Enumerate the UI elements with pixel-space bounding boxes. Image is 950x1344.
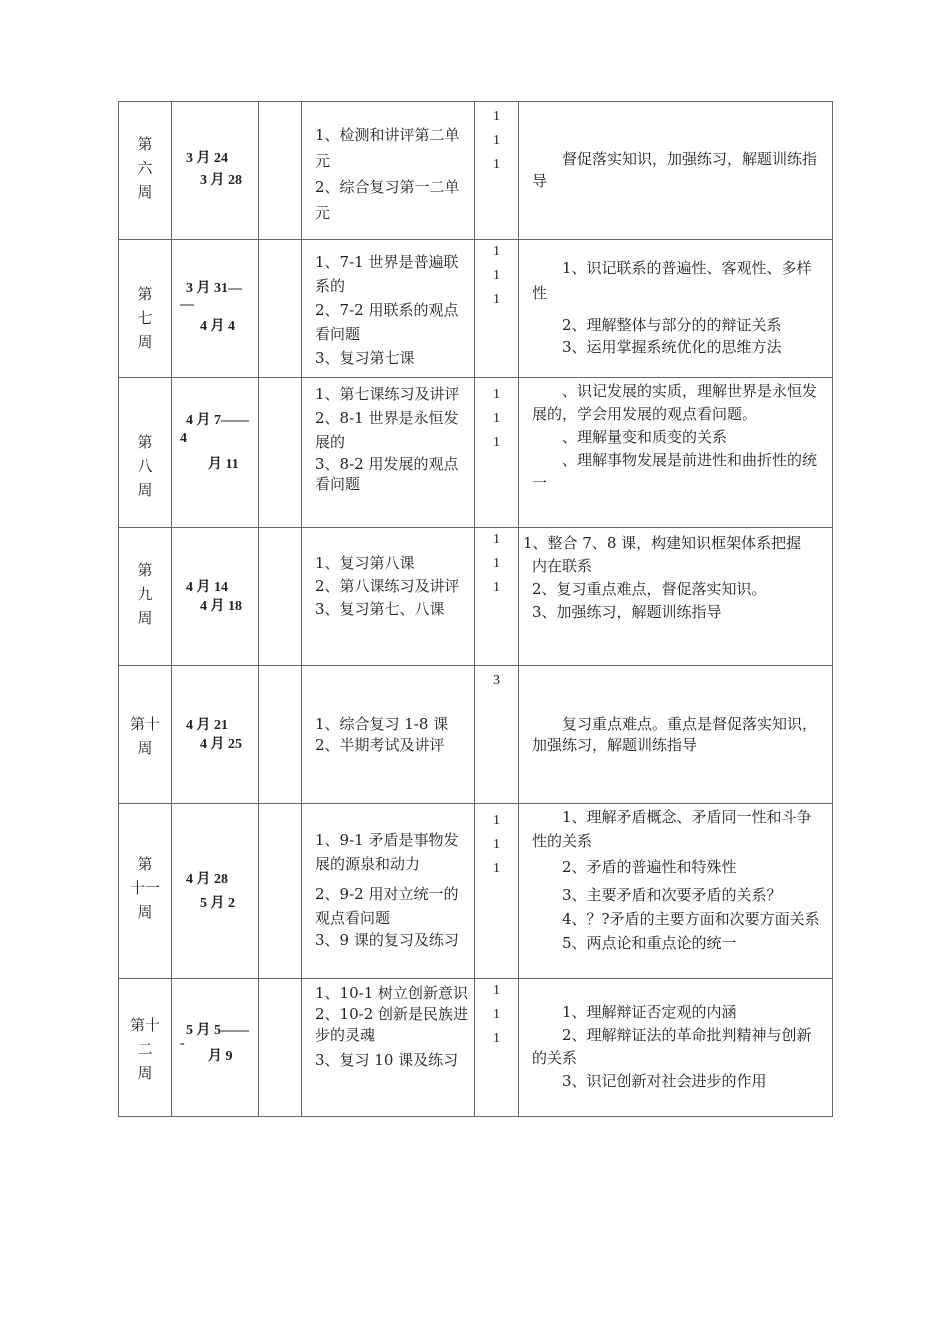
hours-cell (475, 666, 519, 804)
content-item: 2、10-2 创新是民族进步的灵魂 (315, 1005, 469, 1044)
week-label: 七 (137, 309, 153, 327)
table-row (119, 979, 833, 1117)
hours-cell (475, 102, 519, 240)
table-row (119, 804, 833, 979)
goal-item: 1、整合 7、8 课，构建知识框架体系把握 (523, 534, 802, 552)
week-label: 周 (137, 333, 153, 351)
table-row (119, 240, 833, 378)
week-cell (119, 804, 172, 979)
hours-cell (475, 979, 519, 1117)
content-cell (302, 528, 475, 666)
hours-value: 1 (493, 109, 500, 124)
date-cell (172, 378, 259, 528)
content-cell (302, 102, 475, 240)
goal-item: 3、识记创新对社会进步的作用 (562, 1072, 767, 1090)
goal-item: 督促落实知识，加强练习，解题训练指导 (532, 150, 818, 190)
hours-value: 1 (493, 157, 500, 172)
table-row (119, 666, 833, 804)
week-label: 第 (137, 855, 153, 873)
date-start: 3 月 31— (186, 281, 242, 296)
week-label: 第 (137, 561, 153, 579)
hours-value: 1 (493, 837, 500, 852)
hours-value: 1 (493, 813, 500, 828)
hours-value: 1 (493, 387, 500, 402)
content-cell (302, 979, 475, 1117)
goal-item: 1、识记联系的普遍性、客观性、多样性 (532, 259, 812, 302)
date-start: 3 月 24 (186, 151, 228, 166)
content-item: 1、7-1 世界是普遍联系的 (315, 253, 459, 295)
hours-value: 1 (493, 435, 500, 450)
blank-cell (259, 804, 302, 979)
week-label: 周 (137, 481, 153, 499)
goal-cell (519, 979, 833, 1117)
goal-item: 、理解量变和质变的关系 (562, 428, 728, 446)
date-cell (172, 979, 259, 1117)
hours-value: 1 (493, 1031, 500, 1046)
week-cell (119, 240, 172, 378)
teaching-plan-table (118, 101, 833, 1117)
date-end: 4 月 4 (200, 319, 235, 334)
hours-value: 1 (493, 133, 500, 148)
table-row (119, 378, 833, 528)
week-label: 第 (137, 433, 153, 451)
week-label: 周 (137, 1064, 153, 1082)
hours-value: 1 (493, 580, 500, 595)
goal-item: 4、？?矛盾的主要方面和次要方面关系 (562, 910, 820, 928)
date-end: 4 月 25 (200, 737, 242, 752)
week-cell (119, 528, 172, 666)
week-label: 二 (137, 1040, 153, 1058)
week-label: 六 (137, 159, 153, 177)
date-start: 4 月 21 (186, 718, 228, 733)
content-item: 1、10-1 树立创新意识 (315, 984, 469, 1002)
blank-cell (259, 378, 302, 528)
goal-item: 复习重点难点。重点是督促落实知识，加强练习，解题训练指导 (532, 715, 818, 754)
table-row (119, 528, 833, 666)
week-label: 周 (137, 609, 153, 627)
goal-item: 2、理解辩证法的革命批判精神与创新的关系 (532, 1026, 812, 1067)
goal-cell (519, 528, 833, 666)
content-item: 2、8-1 世界是永恒发展的 (315, 409, 459, 451)
date-cont: — (180, 297, 194, 312)
date-cont: - (180, 1036, 185, 1051)
week-label: 第十 (129, 1016, 160, 1034)
goal-cell (519, 102, 833, 240)
week-label: 第 (137, 135, 153, 153)
hours-value: 1 (493, 268, 500, 283)
hours-value: 1 (493, 1007, 500, 1022)
content-item: 2、综合复习第一二单元 (315, 178, 460, 222)
date-cell (172, 804, 259, 979)
hours-value: 1 (493, 244, 500, 259)
goal-item: 3、加强练习，解题训练指导 (532, 603, 722, 621)
content-item: 1、第七课练习及讲评 (315, 385, 460, 403)
goal-item: 3、运用掌握系统优化的思维方法 (562, 338, 782, 356)
goal-cell (519, 378, 833, 528)
week-label: 周 (137, 739, 153, 757)
hours-value: 1 (493, 861, 500, 876)
week-cell (119, 102, 172, 240)
content-cell (302, 666, 475, 804)
week-label: 周 (137, 183, 153, 201)
goal-item: 2、复习重点难点，督促落实知识。 (532, 580, 767, 598)
hours-value: 3 (493, 673, 500, 688)
table-row (119, 102, 833, 240)
week-cell (119, 979, 172, 1117)
date-end: 月 9 (208, 1049, 233, 1064)
hours-cell (475, 528, 519, 666)
goal-item: 1、理解辩证否定观的内涵 (562, 1003, 737, 1021)
hours-value: 1 (493, 556, 500, 571)
hours-cell (475, 804, 519, 979)
date-cell (172, 102, 259, 240)
date-end: 4 月 18 (200, 599, 242, 614)
week-label: 周 (137, 903, 153, 921)
hours-value: 1 (493, 292, 500, 307)
blank-cell (259, 528, 302, 666)
hours-value: 1 (493, 983, 500, 998)
content-cell (302, 804, 475, 979)
goal-item: 5、两点论和重点论的统一 (562, 934, 737, 952)
goal-item: 1、理解矛盾概念、矛盾同一性和斗争性的关系 (532, 808, 812, 850)
goal-item: 内在联系 (532, 557, 593, 575)
blank-cell (259, 102, 302, 240)
goal-cell (519, 240, 833, 378)
week-label: 十一 (129, 879, 160, 897)
date-start: 4 月 7—— (186, 413, 249, 428)
week-cell (119, 666, 172, 804)
date-cell (172, 666, 259, 804)
goal-item: 、识记发展的实质，理解世界是永恒发展的，学会用发展的观点看问题。 (532, 382, 818, 423)
content-item: 2、9-2 用对立统一的观点看问题 (315, 885, 459, 927)
goal-cell (519, 804, 833, 979)
content-item: 3、复习 10 课及练习 (315, 1051, 459, 1069)
goal-item: 2、理解整体与部分的的辩证关系 (562, 316, 782, 334)
date-start: 4 月 28 (186, 872, 228, 887)
date-end: 3 月 28 (200, 173, 242, 188)
date-start: 4 月 14 (186, 580, 228, 595)
week-label: 八 (137, 457, 153, 475)
week-label: 九 (137, 585, 153, 603)
content-item: 2、7-2 用联系的观点看问题 (315, 301, 459, 343)
date-end: 月 11 (208, 457, 239, 472)
goal-item: 3、主要矛盾和次要矛盾的关系？ (562, 886, 782, 904)
content-cell (302, 378, 475, 528)
date-start: 5 月 5—— (186, 1023, 249, 1038)
blank-cell (259, 666, 302, 804)
content-item: 1、9-1 矛盾是事物发展的源泉和动力 (315, 831, 459, 873)
content-item: 1、检测和讲评第二单元 (315, 126, 460, 170)
week-cell (119, 378, 172, 528)
content-item: 1、综合复习 1-8 课 (315, 715, 449, 733)
content-item: 3、9 课的复习及练习 (315, 931, 459, 949)
hours-value: 1 (493, 411, 500, 426)
blank-cell (259, 240, 302, 378)
content-item: 2、第八课练习及讲评 (315, 577, 460, 595)
hours-cell (475, 378, 519, 528)
date-cell (172, 240, 259, 378)
content-cell (302, 240, 475, 378)
hours-value: 1 (493, 532, 500, 547)
goal-item: 、理解事物发展是前进性和曲折性的统一 (532, 451, 818, 492)
goal-cell (519, 666, 833, 804)
content-item: 3、复习第七、八课 (315, 600, 445, 618)
date-end: 5 月 2 (200, 896, 235, 911)
hours-cell (475, 240, 519, 378)
content-item: 2、半期考试及讲评 (315, 736, 445, 754)
week-label: 第十 (129, 715, 160, 733)
blank-cell (259, 979, 302, 1117)
date-cont: 4 (180, 431, 187, 446)
content-item: 3、复习第七课 (315, 349, 415, 367)
week-label: 第 (137, 285, 153, 303)
content-item: 1、复习第八课 (315, 554, 415, 572)
date-cell (172, 528, 259, 666)
content-item: 3、8-2 用发展的观点看问题 (315, 455, 459, 493)
goal-item: 2、矛盾的普遍性和特殊性 (562, 858, 737, 876)
